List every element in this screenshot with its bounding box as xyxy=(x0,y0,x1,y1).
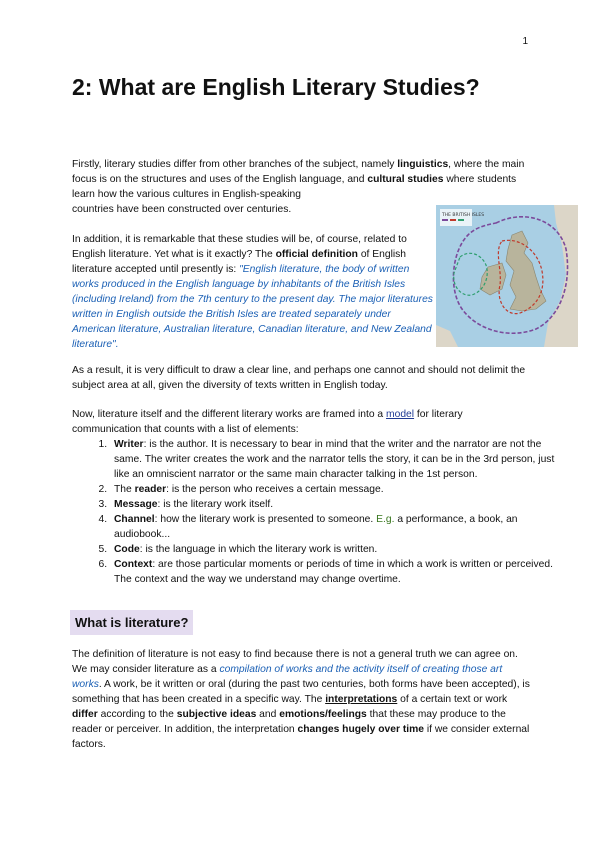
section-heading: What is literature? xyxy=(70,610,193,635)
list-item: 2. The reader: is the person who receives a certain message. xyxy=(110,482,570,497)
list-item: 6. Context: are those particular moments or periods of time in which a work is written or perceived. The context and the way we understand may change overtime. xyxy=(110,557,570,587)
list-item: 4. Channel: how the literary work is presented to someone. E.g. a performance, a book, an audiobook... xyxy=(110,512,570,542)
model-intro-paragraph: Now, literature itself and the different literary works are framed into a model for literary communication that counts with a list of elements: xyxy=(72,409,463,435)
list-item: 1. Writer: is the author. It is necessary to bear in mind that the writer and the narrator are not the same. The writer creates the work and the narrator tells the story, it can be in the 3rd person, just like an omniscient narrator or the same main character talking in the 1st person. xyxy=(110,437,570,482)
definition-paragraph: In addition, it is remarkable that these studies will be, of course, related to English literature. Yet what is it exactly? The official definition of English literature accepted until presently is: "English literature, the body of written works produced in the English language by inhabitants of the British Isles (including Ireland) from the 7th century to the present day. The major literatures written in English outside the British Isles are treated separately under American literature, Australian literature, Canadian literature, and New Zealand literature". xyxy=(72,234,433,350)
list-item: 3. Message: is the literary work itself. xyxy=(110,497,570,512)
british-isles-map xyxy=(436,205,578,347)
british-isles-map-icon xyxy=(436,205,578,347)
definition-quote: "English literature, the body of written works produced in the English language by inhabitants of the British Isles (including Ireland) from the 7th century to the present day. The major literatures written in English outside the British Isles are treated separately under American literature, Australian literature, Canadian literature, and New Zealand literature". xyxy=(72,264,433,350)
page-title: 2: What are English Literary Studies? xyxy=(72,74,480,100)
result-paragraph: As a result, it is very difficult to draw a clear line, and perhaps one cannot and should not delimit the subject area at all, given the diversity of texts written in English today. xyxy=(72,365,526,391)
page-number: 1 xyxy=(522,36,528,47)
literature-paragraph: The definition of literature is not easy to find because there is not a general truth we can agree on. We may consider literature as a compilation of works and the activity itself of creating those art works. A work, be it written or oral (during the past two centuries, both forms have been accepted), is something that has been created in a specific way. The interpretations of a certain text or work differ according to the subjective ideas and emotions/feelings that these may produce to the reader or perceiver. In addition, the interpretation changes hugely over time if we consider external factors. xyxy=(72,649,530,750)
model-link[interactable]: model xyxy=(386,409,415,420)
list-item: 5. Code: is the language in which the literary work is written. xyxy=(110,542,570,557)
literary-elements-list xyxy=(72,437,570,587)
intro-paragraph: Firstly, literary studies differ from other branches of the subject, namely linguistics, where the main focus is on the structures and uses of the English language, and cultural studies where students learn how the various cultures in English-speaking countries have been constructed over centuries. xyxy=(72,159,525,215)
map-legend-title: THE BRITISH ISLES xyxy=(442,213,485,218)
